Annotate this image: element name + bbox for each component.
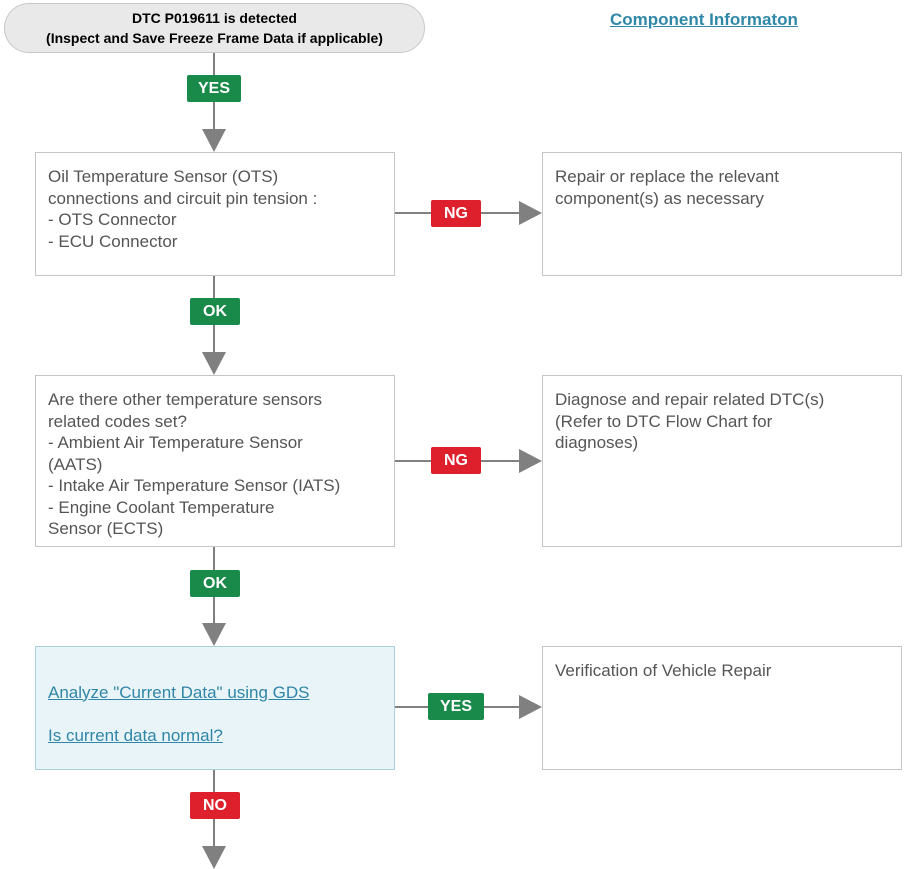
ok-badge: OK [190,570,240,597]
ng-badge: NG [431,447,481,474]
start-node [4,3,425,53]
ok-badge: OK [190,298,240,325]
arrowhead [519,449,542,473]
yes-badge: YES [187,75,241,102]
component-information-link[interactable]: Component Informaton [610,10,798,29]
start-title: DTC P019611 is detected [132,10,297,26]
arrowhead [202,623,226,646]
no-badge: NO [190,792,240,819]
current-data-question-link[interactable]: Is current data normal? [48,725,223,745]
arrowhead [519,695,542,719]
step3-verification-box: Verification of Vehicle Repair [542,646,902,770]
ng-badge: NG [431,200,481,227]
arrowhead [202,129,226,152]
step1-repair-box: Repair or replace the relevant component(s) as necessary [542,152,902,276]
step1-inspection-box: Oil Temperature Sensor (OTS) connections and circuit pin tension : - OTS Connector - ECU Connector [35,152,395,276]
arrowhead [519,201,542,225]
arrowhead [202,846,226,869]
step2-question-box: Are there other temperature sensors related codes set? - Ambient Air Temperature Sensor (AATS) - Intake Air Temperature Sensor (IATS) - Engine Coolant Temperature Sensor (ECTS) [35,375,395,547]
arrowhead [202,352,226,375]
step2-diagnose-box: Diagnose and repair related DTC(s) (Refer to DTC Flow Chart for diagnoses) [542,375,902,547]
start-subtitle: (Inspect and Save Freeze Frame Data if applicable) [46,30,383,46]
step3-current-data-box [35,646,395,770]
yes-badge: YES [428,693,484,720]
current-data-link[interactable]: Analyze "Current Data" using GDS [48,682,310,702]
